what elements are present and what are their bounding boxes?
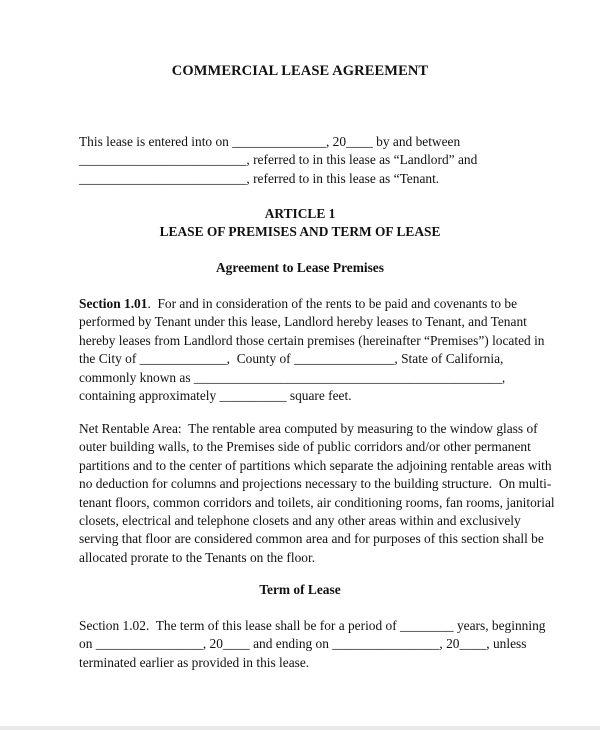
intro-line: _________________________, referred to in this lease as “Landlord” and: [79, 152, 478, 168]
section-line: performed by Tenant under this lease, Landlord hereby leases to Tenant, and Tenant: [79, 314, 527, 330]
net-rentable-paragraph: [79, 420, 555, 567]
term-heading: Term of Lease: [259, 582, 341, 597]
intro-line: _________________________, referred to in this lease as “Tenant.: [79, 170, 440, 186]
page-bottom-edge: [0, 726, 600, 730]
paragraph-line: tenant floors, common corridors and toilets, air conditioning rooms, fan rooms, janitorial: [79, 494, 555, 510]
intro-line: This lease is entered into on ______________, 20____ by and between: [79, 134, 461, 149]
section-label: Section 1.01: [79, 296, 148, 311]
section-line: containing approximately __________ square feet.: [79, 388, 352, 404]
paragraph-line: allocated prorate to the Tenants on the floor.: [79, 549, 316, 565]
section-line: hereby leases from Landlord those certain premises (hereinafter “Premises”) located in: [79, 332, 545, 348]
section-line: terminated earlier as provided in this lease.: [79, 654, 310, 670]
section-text: . For and in consideration of the rents to be paid and covenants to be: [147, 296, 518, 311]
article-heading: LEASE OF PREMISES AND TERM OF LEASE: [159, 224, 441, 239]
article-number: ARTICLE 1: [264, 206, 336, 221]
paragraph-line: serving that floor are considered common area and for purposes of this section shall be: [79, 531, 544, 547]
section-line: [79, 295, 539, 313]
section-line: the City of _____________, County of _______________, State of California,: [79, 351, 504, 367]
document-title: COMMERCIAL LEASE AGREEMENT: [171, 63, 429, 79]
section-line: Section 1.02. The term of this lease shall be for a period of ________ years, beginning: [79, 618, 546, 633]
paragraph-line: outer building walls, to the Premises side of public corridors and/or other permanent: [79, 439, 531, 455]
section-1-01: [79, 295, 545, 405]
section-1-02: [79, 617, 546, 672]
section-line: commonly known as ______________________________________________,: [79, 369, 506, 385]
paragraph-line: partitions and to the center of partitions which separate the adjoining rentable areas with: [79, 457, 552, 473]
paragraph-line: Net Rentable Area: The rentable area computed by measuring to the window glass of: [79, 421, 538, 436]
section-line: on ________________, 20____ and ending on ________________, 20____, unless: [79, 636, 527, 652]
intro-paragraph: [79, 133, 539, 188]
paragraph-line: closets, electrical and telephone closets and any other areas within and exclusively: [79, 513, 521, 529]
agreement-heading: Agreement to Lease Premises: [216, 260, 384, 275]
paragraph-line: no deduction for columns and projections necessary to the building structure. On multi-: [79, 476, 552, 492]
